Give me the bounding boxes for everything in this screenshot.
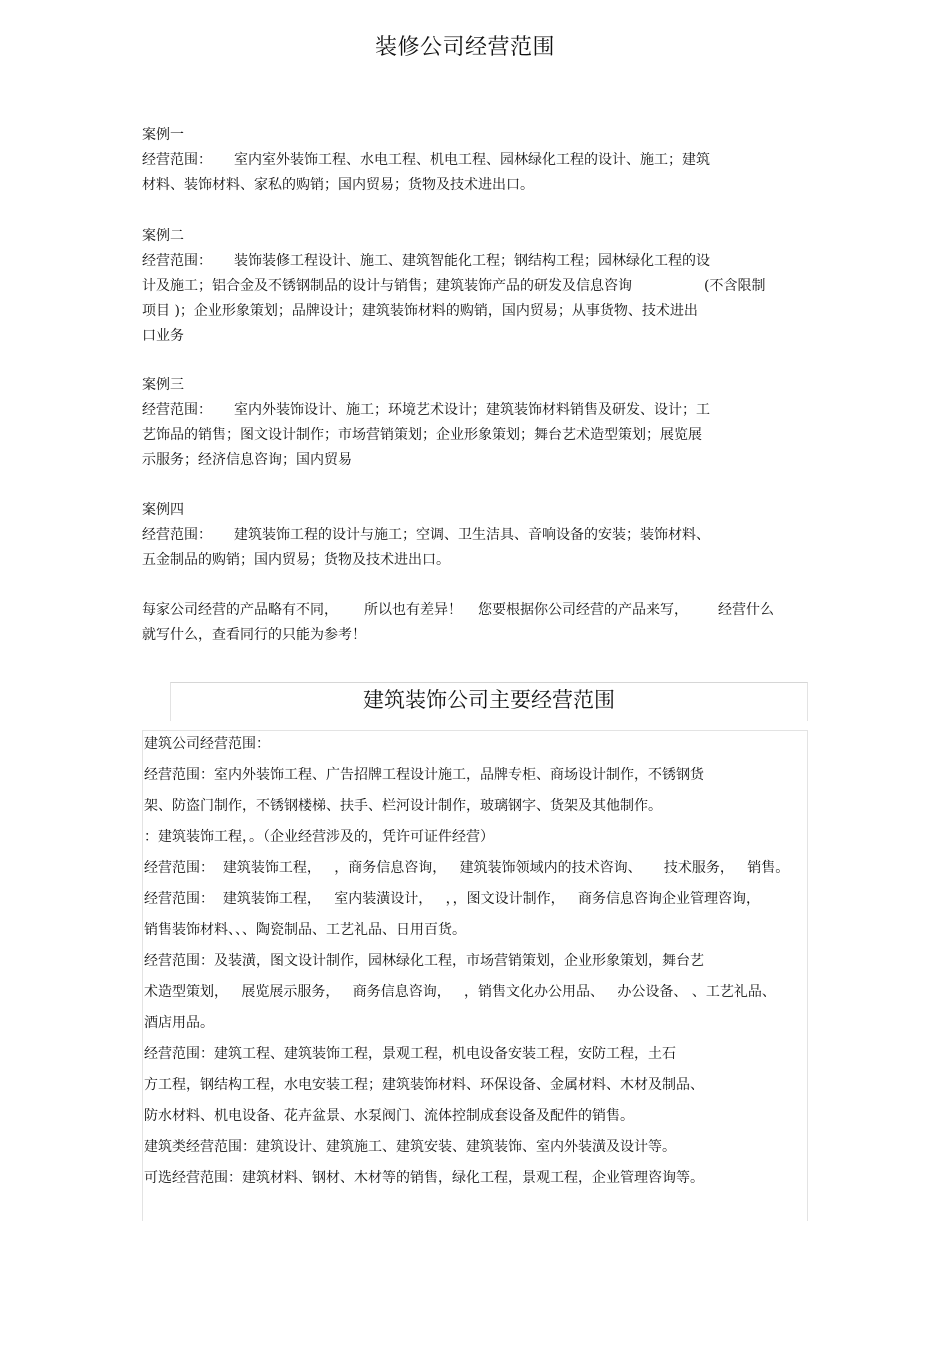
note-line: 就写什么，查看同行的只能为参考！ <box>142 627 366 643</box>
scope-text: 五金制品的购销；国内贸易；货物及技术进出口。 <box>142 552 450 568</box>
section-line: 经营范围：建筑工程、建筑装饰工程，景观工程，机电设备安装工程，安防工程，土石 <box>144 1046 676 1062</box>
scope-text: (不含限制 <box>704 278 766 294</box>
case-heading: 案例四 <box>142 502 184 518</box>
scope-text: 计及施工；铝合金及不锈钢制品的设计与销售；建筑装饰产品的研发及信息咨询 <box>142 278 632 294</box>
section-line: 经营范围： 建筑装饰工程， ，商务信息咨询， 建筑装饰领域内的技术咨询、 技术服务， 销售。 <box>144 860 790 876</box>
note-text: 您要根据你公司经营的产品来写， <box>478 602 688 618</box>
case-line <box>142 423 812 448</box>
scope-text: 材料、装饰材料、家私的购销；国内贸易；货物及技术进出口。 <box>142 177 534 193</box>
case-heading: 案例二 <box>142 228 184 244</box>
case-line <box>142 398 812 423</box>
case-line <box>142 274 812 299</box>
section-line: 销售装饰材料、、、陶瓷制品、工艺礼品、日用百货。 <box>144 922 466 938</box>
section-line: ：建筑装饰工程，。（企业经营涉及的，凭许可证件经营） <box>144 829 494 845</box>
case-line <box>142 249 812 274</box>
note-text: 每家公司经营的产品略有不同， <box>142 602 338 618</box>
section-line: 架、防盗门制作，不锈钢楼梯、扶手、栏河设计制作，玻璃钢字、货架及其他制作。 <box>144 798 662 814</box>
section-line: 酒店用品。 <box>144 1015 214 1031</box>
scope-text: 建筑装饰工程的设计与施工；空调、卫生洁具、音响设备的安装；装饰材料、 <box>234 527 710 543</box>
case-heading: 案例一 <box>142 127 184 143</box>
case-block-1 <box>142 123 812 198</box>
scope-text: 艺饰品的销售；图文设计制作；市场营销策划；企业形象策划；舞台艺术造型策划；展览展 <box>142 427 702 443</box>
section-title: 建筑装饰公司主要经营范围 <box>170 682 808 721</box>
section-line: 经营范围：及装潢，图文设计制作，园林绿化工程，市场营销策划，企业形象策划，舞台艺 <box>144 953 704 969</box>
case-line <box>142 448 812 473</box>
case-block-3 <box>142 373 812 473</box>
section-line: 防水材料、机电设备、花卉盆景、水泵阀门、流体控制成套设备及配件的销售。 <box>144 1108 634 1124</box>
page-title: 装修公司经营范围 <box>374 35 555 60</box>
case-line <box>142 548 812 573</box>
case-block-4 <box>142 498 812 573</box>
case-heading: 案例三 <box>142 377 184 393</box>
scope-text: 示服务；经济信息咨询；国内贸易 <box>142 452 352 468</box>
case-line <box>142 173 812 198</box>
note-text: 经营什么 <box>718 602 774 618</box>
section-body <box>142 730 808 1221</box>
case-line <box>142 523 812 548</box>
scope-label: 经营范围： <box>142 402 212 418</box>
scope-label: 经营范围： <box>142 253 212 269</box>
scope-text: 口业务 <box>142 328 184 344</box>
section-line: 建筑公司经营范围： <box>144 736 270 752</box>
scope-label: 经营范围： <box>142 152 212 168</box>
section-line: 经营范围： 建筑装饰工程， 室内装潢设计， ，，图文设计制作， 商务信息咨询企业管理咨询， <box>144 891 760 907</box>
note-line <box>142 598 812 623</box>
note-text: 所以也有差异！ <box>364 602 462 618</box>
section-line: 经营范围：室内外装饰工程、广告招牌工程设计施工，品牌专柜、商场设计制作，不锈钢货 <box>144 767 704 783</box>
section-line: 可选经营范围：建筑材料、钢材、木材等的销售，绿化工程，景观工程，企业管理咨询等。 <box>144 1170 704 1186</box>
section-line: 方工程，钢结构工程，水电安装工程；建筑装饰材料、环保设备、金属材料、木材及制品、 <box>144 1077 704 1093</box>
scope-label: 经营范围： <box>142 527 212 543</box>
scope-text: 室内室外装饰工程、水电工程、机电工程、园林绿化工程的设计、施工；建筑 <box>234 152 710 168</box>
section-line: 建筑类经营范围：建筑设计、建筑施工、建筑安装、建筑装饰、室内外装潢及设计等。 <box>144 1139 676 1155</box>
case-line <box>142 299 812 324</box>
case-line <box>142 148 812 173</box>
note-block <box>142 598 812 648</box>
section-line: 术造型策划， 展览展示服务， 商务信息咨询， ，销售文化办公用品、 办公设备、 、工艺礼品、 <box>144 984 776 1000</box>
case-block-2 <box>142 224 812 349</box>
case-line <box>142 324 812 349</box>
scope-text: 室内外装饰设计、施工；环境艺术设计；建筑装饰材料销售及研发、设计；工 <box>234 402 710 418</box>
scope-text: 装饰装修工程设计、施工、建筑智能化工程；钢结构工程；园林绿化工程的设 <box>234 253 710 269</box>
scope-text: 项目 )；企业形象策划；品牌设计；建筑装饰材料的购销，国内贸易；从事货物、技术进出 <box>142 303 698 319</box>
